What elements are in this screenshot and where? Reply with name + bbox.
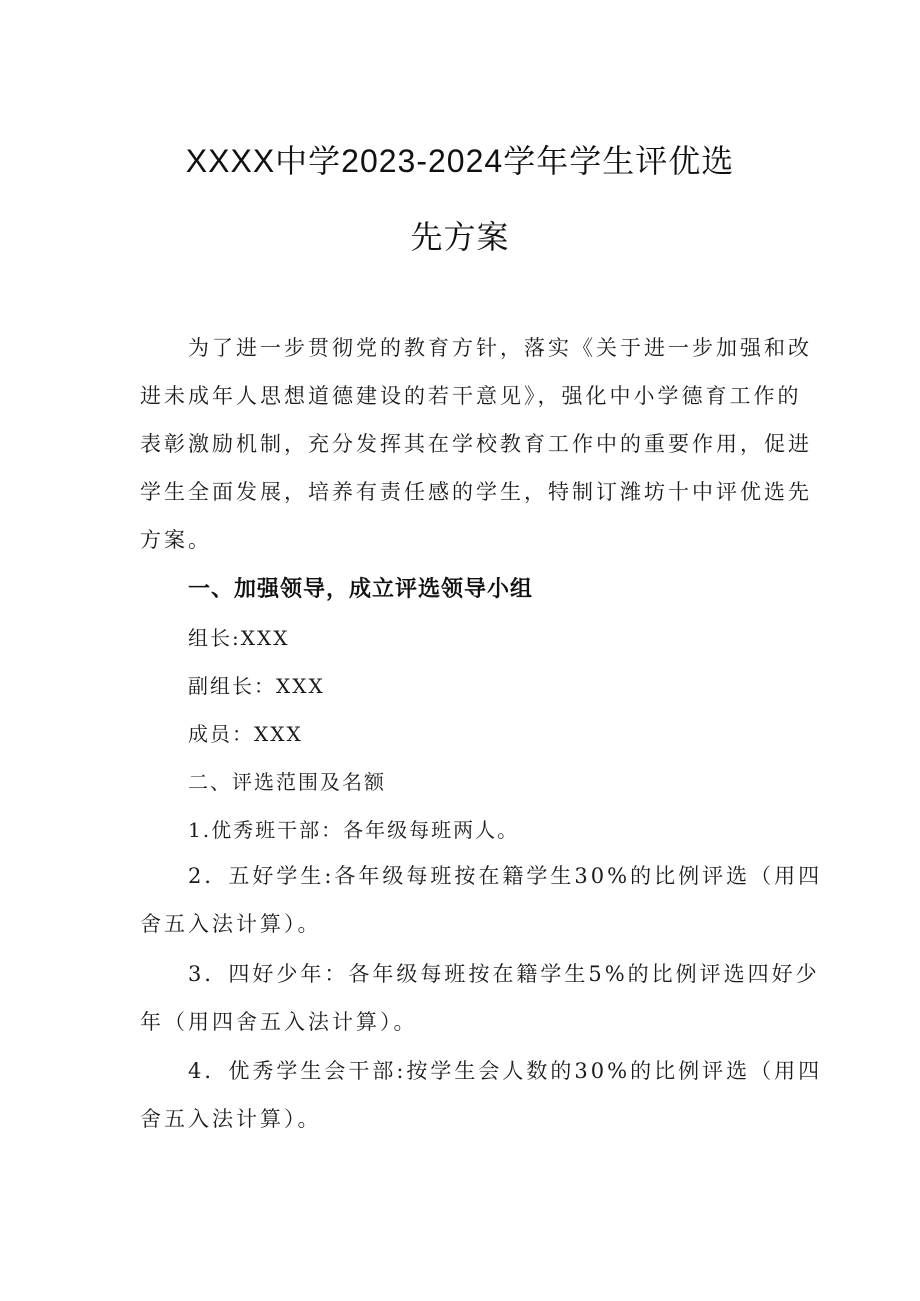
- intro-line-2: 进未成年人思想道德建设的若干意见》，强化中小学德育工作的: [140, 384, 802, 408]
- deputy-leader-line: 副组长：XXX: [188, 674, 325, 698]
- document-title-line-2: 先方案: [410, 219, 510, 255]
- item-3: [140, 950, 820, 1046]
- item-2-line-2: 舍五入法计算）。: [140, 912, 322, 936]
- item-2-line-1: 2．五好学生:各年级每班按在籍学生30%的比例评选（用四: [188, 864, 823, 888]
- item-4-line-2: 舍五入法计算）。: [140, 1107, 322, 1131]
- item-2: [140, 852, 823, 948]
- intro-line-5: 方案。: [140, 528, 212, 552]
- members-line: 成员：XXX: [188, 722, 303, 746]
- item-3-line-2: 年（用四舍五入法计算）。: [140, 1010, 418, 1034]
- document-title-line-1: XXXX中学2023-2024学年学生评优选: [185, 143, 735, 179]
- intro-line-3: 表彰激励机制，充分发挥其在学校教育工作中的重要作用，促进: [140, 432, 812, 456]
- leader-line: 组长:XXX: [188, 626, 290, 650]
- intro-line-4: 学生全面发展，培养有责任感的学生，特制订潍坊十中评优选先: [140, 480, 812, 504]
- intro-paragraph: [140, 324, 812, 564]
- item-4: [140, 1047, 823, 1143]
- item-3-line-1: 3．四好少年：各年级每班按在籍学生5%的比例评选四好少: [188, 962, 820, 986]
- item-1: 1.优秀班干部：各年级每班两人。: [188, 818, 520, 842]
- item-4-line-1: 4．优秀学生会干部:按学生会人数的30%的比例评选（用四: [188, 1059, 823, 1083]
- intro-line-1: 为了进一步贯彻党的教育方针，落实《关于进一步加强和改: [188, 336, 812, 360]
- section-2-heading: 二、评选范围及名额: [188, 770, 386, 794]
- section-1-heading: 一、加强领导，成立评选领导小组: [188, 576, 534, 601]
